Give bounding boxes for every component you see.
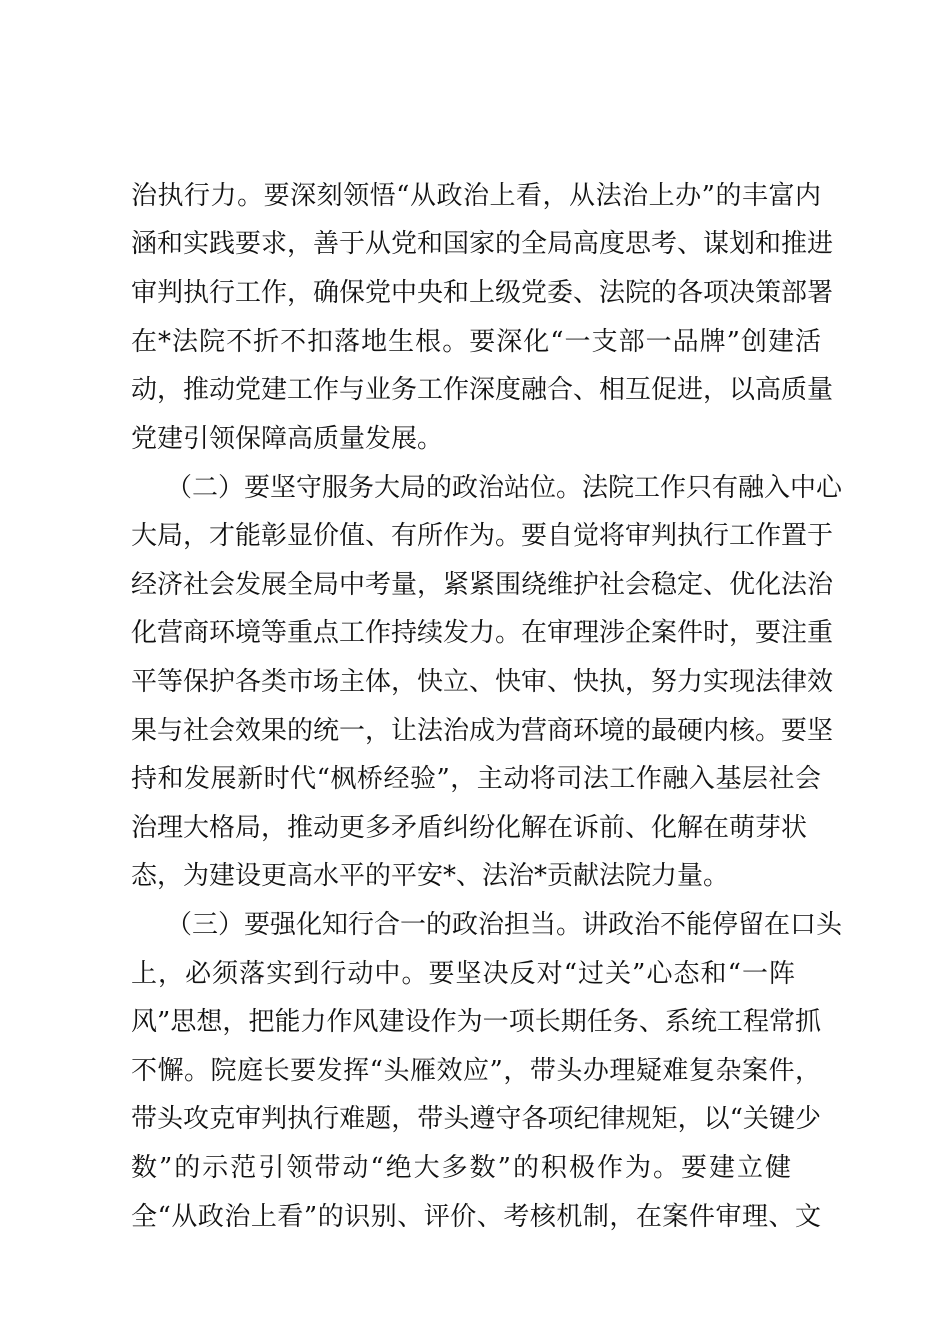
text-line-8: 大局，才能彰显价值、有所作为。要自觉将审判执行工作置于 — [131, 521, 834, 551]
text-line-2: 涵和实践要求，善于从党和国家的全局高度思考、谋划和推进 — [131, 229, 834, 259]
text-line-9: 经济社会发展全局中考量，紧紧围绕维护社会稳定、优化法治 — [131, 570, 834, 600]
section-heading-2: （二）要坚守服务大局的政治站位。法院工作只有融入中心 — [166, 473, 843, 503]
text-line-13: 持和发展新时代“枫桥经验”，主动将司法工作融入基层社会 — [131, 764, 821, 794]
section-heading-3: （三）要强化知行合一的政治担当。讲政治不能停留在口头 — [166, 910, 843, 940]
text-line-12: 果与社会效果的统一，让法治成为营商环境的最硬内核。要坚 — [131, 716, 834, 746]
text-line-20: 带头攻克审判执行难题，带头遵守各项纪律规矩，以“关键少 — [131, 1104, 821, 1134]
text-line-15: 态，为建设更高水平的平安*、法治*贡献法院力量。 — [131, 861, 730, 891]
text-line-4: 在*法院不折不扣落地生根。要深化“一支部一品牌”创建活 — [131, 327, 821, 357]
text-line-22: 全“从政治上看”的识别、评价、考核机制，在案件审理、文 — [131, 1202, 821, 1232]
text-line-1: 治执行力。要深刻领悟“从政治上看，从法治上办”的丰富内 — [131, 181, 821, 211]
text-line-14: 治理大格局，推动更多矛盾纠纷化解在诉前、化解在萌芽状 — [131, 813, 808, 843]
text-line-18: 风”思想，把能力作风建设作为一项长期任务、系统工程常抓 — [131, 1007, 821, 1037]
text-line-3: 审判执行工作，确保党中央和上级党委、法院的各项决策部署 — [131, 278, 834, 308]
text-line-19: 不懈。院庭长要发挥“头雁效应”，带头办理疑难复杂案件， — [131, 1056, 821, 1086]
text-line-5: 动，推动党建工作与业务工作深度融合、相互促进，以高质量 — [131, 375, 834, 405]
text-line-21: 数”的示范引领带动“绝大多数”的积极作为。要建立健 — [131, 1153, 791, 1183]
text-line-17: 上，必须落实到行动中。要坚决反对“过关”心态和“一阵 — [131, 959, 795, 989]
text-line-11: 平等保护各类市场主体，快立、快审、快执，努力实现法律效 — [131, 667, 834, 697]
text-line-6: 党建引领保障高质量发展。 — [131, 424, 444, 454]
text-line-10: 化营商环境等重点工作持续发力。在审理涉企案件时，要注重 — [131, 618, 834, 648]
